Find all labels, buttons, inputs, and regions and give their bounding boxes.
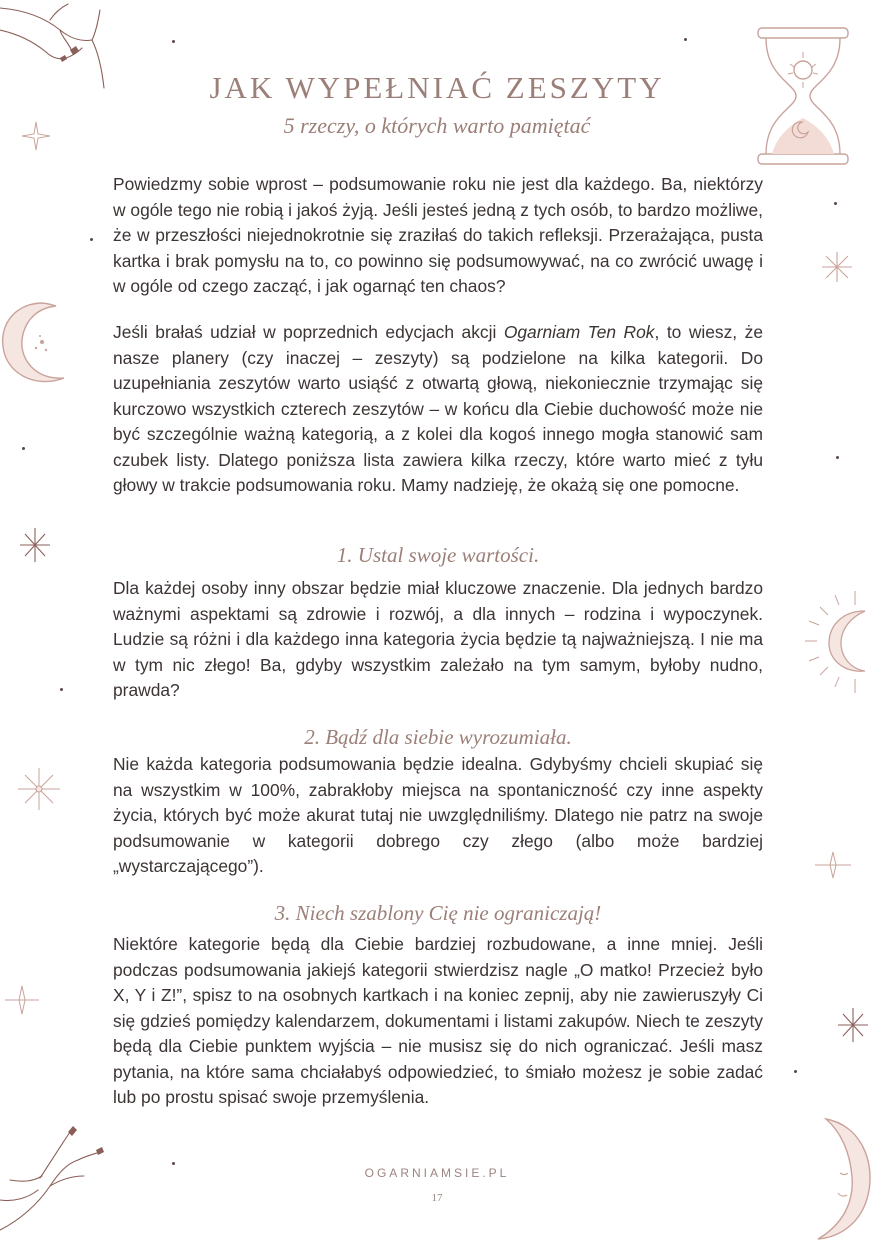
- section-body-2: Nie każda kategoria podsumowania będzie idealna. Gdybyśmy chcieli skupiać się na wszystkim w 100%, zabrakłoby miejsca na spontaniczność czy inne aspekty życia, których być może akurat tutaj nie uwzględniliśmy. Dlatego nie patrz na swoje podsumowanie w kategorii dobrego czy złego (albo może bardziej „wystarczającego”).: [113, 754, 763, 876]
- sparkle-icon: [5, 986, 39, 1014]
- sparkle-icon: [815, 850, 851, 880]
- star-icon: [822, 252, 852, 282]
- campaign-name: Ogarniam Ten Rok: [503, 322, 655, 342]
- section-heading-3: 3. Niech szablony Cię nie ograniczają!: [274, 901, 602, 925]
- intro-paragraph-2: [113, 320, 763, 499]
- sun-moon-icon: [795, 585, 874, 695]
- decor-dot: [172, 40, 175, 43]
- decor-dot: [22, 447, 25, 450]
- decor-dot: [834, 202, 837, 205]
- crescent-moon-icon: [0, 300, 75, 390]
- hand-icon: [0, 1120, 110, 1240]
- decor-dot: [172, 1162, 175, 1165]
- footer-website: OGARNIAMSIE.PL: [364, 1166, 510, 1180]
- decor-dot: [684, 38, 687, 41]
- section-heading-2: 2. Bądź dla siebie wyrozumiała.: [304, 725, 572, 749]
- page-title: JAK WYPEŁNIAĆ ZESZYTY: [209, 70, 665, 105]
- section-body-3: Niektóre kategorie będą dla Ciebie bardziej rozbudowane, a inne mniej. Jeśli podczas podsumowania jakiejś kategorii stwierdzisz nagle „O matko! Przecież było X, Y i Z!”, spisz to na osobnych kartkach i na koniec zepnij, aby nie zawieruszyły Ci się gdzieś pomiędzy kalendarzem, dokumentami i listami zakupów. Niech te zeszyty będą dla Ciebie punktem wyjścia – nie musisz się do nich ograniczać. Jeśli masz pytania, na które sama chciałabyś odpowiedzieć, to śmiało możesz je sobie zadać lub po prostu spisać swoje przemyślenia.: [113, 934, 763, 1107]
- intro-paragraph-2-end: , to wiesz, że nasze planery (czy inaczej – zeszyty) są podzielone na kilka kategorii. Do uzupełniania zeszytów warto usiąść z otwartą głową, niekoniecznie trzymając się kurczowo wszystkich czterech zeszytów – w końcu dla Ciebie duchowość może nie być szczególnie ważną kategorią, a z kolei dla kogoś innego mogła stanowić sam czubek listy. Dlatego poniższa lista zawiera kilka rzeczy, które warto mieć z tyłu głowy w trakcie podsumowania roku. Mamy nadzieję, że okażą się one pomocne.: [113, 322, 763, 495]
- intro-paragraph-2-start: Jeśli brałaś udział w poprzednich edycjach akcji: [113, 322, 504, 342]
- decor-dot: [836, 456, 839, 459]
- decor-dot: [794, 1070, 797, 1073]
- intro-paragraph-1: Powiedzmy sobie wprost – podsumowanie roku nie jest dla każdego. Ba, niektórzy w ogóle tego nie robią i jakoś żyją. Jeśli jesteś jedną z tych osób, to bardzo możliwe, że w przeszłości niejednokrotnie się zraziłaś do takich refleksji. Przerażająca, pusta kartka i brak pomysłu na to, co powinno się podsumowywać, na co zwrócić uwagę i w ogóle od czego zacząć, i jak ogarnąć ten chaos?: [113, 174, 763, 296]
- page-subtitle: 5 rzeczy, o których warto pamiętać: [283, 113, 591, 138]
- sparkle-icon: [18, 768, 60, 810]
- star-icon: [838, 1008, 868, 1042]
- decor-dot: [90, 238, 93, 241]
- decor-dot: [60, 688, 63, 691]
- star-icon: [20, 528, 50, 562]
- section-body-1: Dla każdej osoby inny obszar będzie miał kluczowe znaczenie. Dla jednych bardzo ważnymi aspektami są zdrowie i rozwój, a dla innych – rodzina i wypoczynek. Ludzie są różni i dla każdego inna kategoria życia będzie tą najważniejszą. I nie ma w tym nic złego! Ba, gdyby wszystkim zależało na tym samym, byłoby nudno, prawda?: [113, 578, 763, 700]
- section-heading-1: 1. Ustal swoje wartości.: [336, 543, 540, 567]
- page-number: 17: [431, 1192, 443, 1204]
